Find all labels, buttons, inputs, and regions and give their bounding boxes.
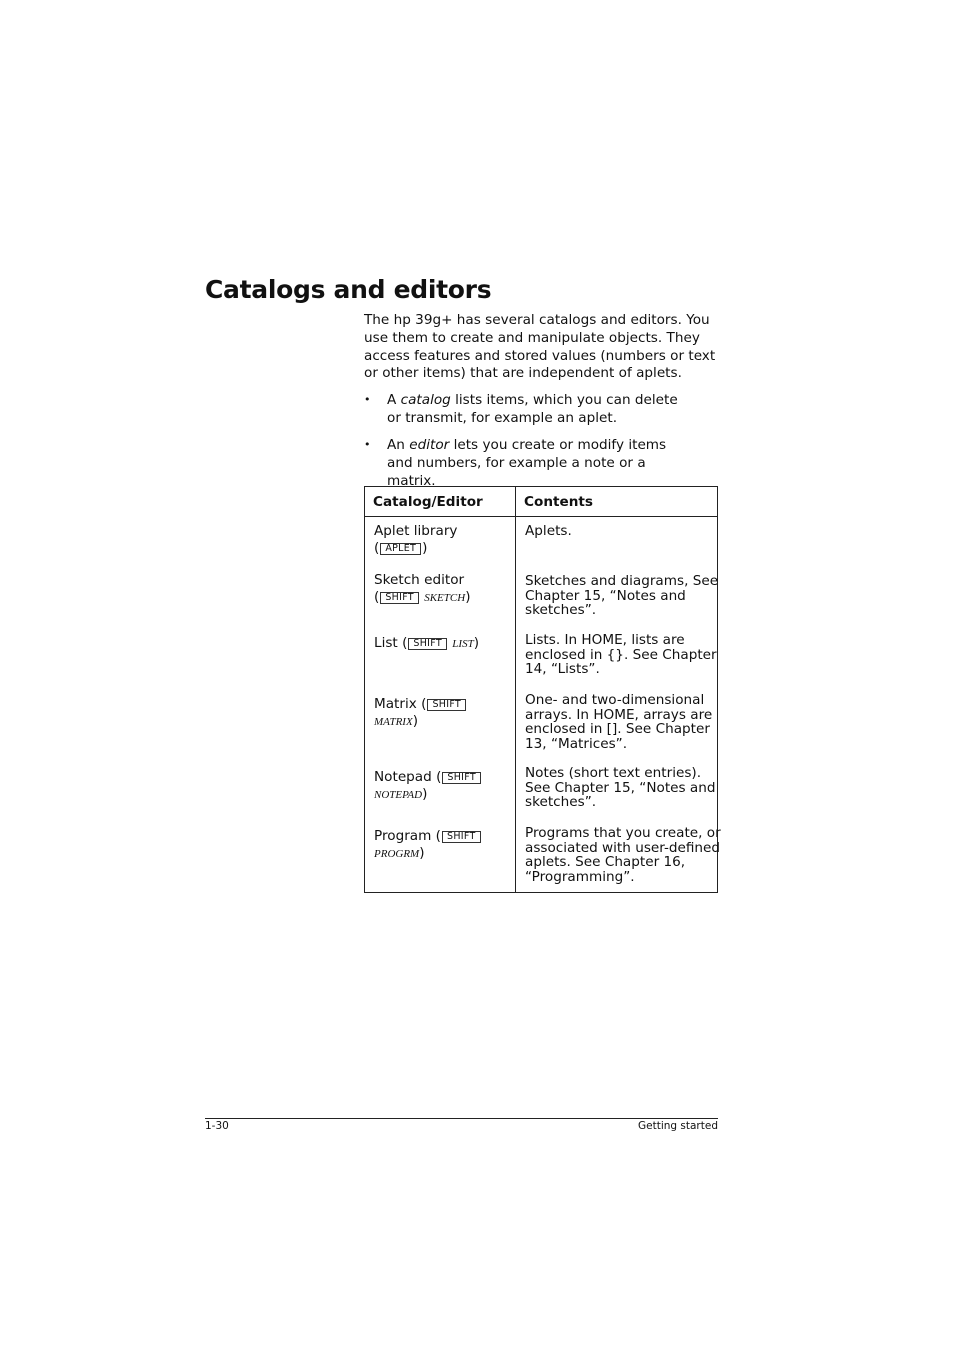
paren-close: )	[412, 713, 419, 729]
item-program	[374, 828, 482, 863]
shift-key: SHIFT	[408, 638, 447, 650]
key-label: NOTEPAD	[374, 789, 423, 801]
contents-aplet-library: Aplets.	[525, 523, 572, 539]
item-matrix	[374, 696, 467, 731]
item-notepad	[374, 769, 482, 804]
bullet-item	[364, 436, 720, 490]
footer-rule	[205, 1118, 718, 1119]
contents-column	[516, 517, 721, 893]
contents-matrix: One- and two-dimensional arrays. In HOME, arrays are enclosed in []. See Chapter 13, “Matrices”.	[525, 692, 713, 752]
bullet-marker: •	[364, 393, 371, 406]
bullet-marker: •	[364, 438, 371, 451]
contents-list: Lists. In HOME, lists are enclosed in {}. See Chapter 14, “Lists”.	[525, 632, 717, 678]
bullet-pre: An	[387, 437, 410, 453]
item-list	[374, 635, 479, 653]
bullet-term: catalog	[400, 392, 451, 408]
paren-close: )	[473, 635, 480, 651]
key-label: MATRIX	[374, 716, 413, 728]
item-name: Notepad (	[374, 769, 442, 785]
item-name: List (	[374, 635, 408, 651]
shift-key: SHIFT	[442, 831, 481, 843]
page-number: 1-30	[205, 1120, 229, 1132]
bullet-term: editor	[409, 437, 450, 453]
shift-key: SHIFT	[427, 699, 466, 711]
catalog-column	[365, 517, 516, 893]
header-contents: Contents	[516, 487, 718, 517]
shift-key: SHIFT	[380, 592, 419, 604]
bullet-post: lets you create or modify items and numbers, for example a note or a matrix.	[387, 437, 667, 489]
paren-close: )	[419, 845, 425, 861]
item-name: Aplet library	[374, 523, 458, 539]
paren-open: (	[374, 540, 380, 556]
table-body-row	[365, 517, 718, 893]
shift-key: SHIFT	[442, 772, 481, 784]
item-name: Program (	[374, 828, 441, 844]
contents-program: Programs that you create, or associated with user-defined aplets. See Chapter 16, “Programming”.	[525, 825, 721, 885]
section-name: Getting started	[638, 1120, 718, 1132]
table-header-row	[365, 487, 718, 517]
aplet-key: APLET	[380, 543, 421, 555]
bullet-post: lists items, which you can delete or transmit, for example an aplet.	[387, 392, 678, 426]
item-name: Sketch editor	[374, 572, 465, 588]
catalog-editor-table	[364, 486, 721, 893]
bullet-item	[364, 391, 720, 427]
key-label: PROGRM	[374, 848, 420, 860]
item-aplet-library	[374, 523, 457, 557]
paren-close: )	[465, 589, 471, 605]
item-sketch-editor	[374, 572, 471, 607]
key-label: LIST	[452, 638, 474, 650]
item-name: Matrix (	[374, 696, 427, 712]
contents-notepad: Notes (short text entries). See Chapter 15, “Notes and sketches”.	[525, 765, 716, 811]
key-label: SKETCH	[424, 592, 466, 604]
intro-paragraph: The hp 39g+ has several catalogs and editors. You use them to create and manipulate objects. They access features and stored values (numbers or text or other items) that are independent of aplets.	[364, 312, 716, 382]
paren-open: (	[374, 589, 380, 605]
bullet-text	[387, 436, 687, 490]
contents-sketch-editor: Sketches and diagrams, See Chapter 15, “Notes and sketches”.	[525, 573, 719, 619]
page-title: Catalogs and editors	[205, 275, 492, 304]
paren-close: )	[422, 786, 428, 802]
bullet-text	[387, 391, 687, 427]
paren-close: )	[422, 540, 428, 556]
header-catalog-editor: Catalog/Editor	[365, 487, 516, 517]
bullet-pre: A	[387, 392, 401, 408]
